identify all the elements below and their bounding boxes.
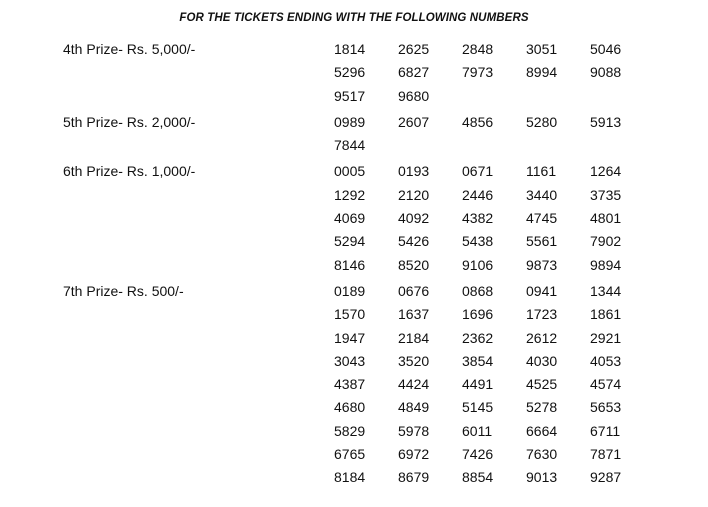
ticket-number: 0189 xyxy=(334,282,366,299)
ticket-number: 4745 xyxy=(526,210,558,227)
prize-label: 4th Prize- Rs. 5,000/- xyxy=(63,41,196,57)
ticket-number: 2848 xyxy=(462,41,494,57)
ticket-number: 1723 xyxy=(526,306,558,323)
ticket-number: 7973 xyxy=(462,64,494,81)
ticket-number: 2362 xyxy=(462,329,494,346)
prize-section-7th xyxy=(0,280,708,490)
ticket-number: 9088 xyxy=(590,64,622,81)
ticket-number: 4525 xyxy=(526,376,558,393)
ticket-number: 6711 xyxy=(590,422,621,439)
prize-label: 6th Prize- Rs. 1,000/- xyxy=(63,163,196,180)
prize-section-6th xyxy=(0,160,708,276)
page-heading: FOR THE TICKETS ENDING WITH THE FOLLOWING NUMBERS xyxy=(179,12,529,24)
ticket-number: 1814 xyxy=(334,41,366,57)
ticket-number: 9013 xyxy=(526,469,558,486)
ticket-number: 4424 xyxy=(398,376,430,393)
ticket-number: 4491 xyxy=(462,376,494,393)
ticket-number: 5280 xyxy=(526,113,558,130)
ticket-number: 8994 xyxy=(526,64,558,81)
ticket-number: 1947 xyxy=(334,329,366,346)
ticket-number: 0671 xyxy=(462,163,494,180)
ticket-number: 0005 xyxy=(334,163,366,180)
ticket-number: 2607 xyxy=(398,113,430,130)
ticket-number: 7871 xyxy=(590,446,622,463)
ticket-number: 1861 xyxy=(590,306,622,323)
ticket-number: 2446 xyxy=(462,186,494,203)
ticket-number: 1637 xyxy=(398,306,430,323)
ticket-number: 4030 xyxy=(526,352,558,369)
ticket-number-grid xyxy=(334,280,708,490)
ticket-number: 5426 xyxy=(398,233,430,250)
ticket-number: 7630 xyxy=(526,446,558,463)
ticket-number: 1292 xyxy=(334,186,366,203)
ticket-number: 5561 xyxy=(526,233,558,250)
ticket-number: 5653 xyxy=(590,399,622,416)
ticket-number: 1264 xyxy=(590,163,622,180)
ticket-number: 3440 xyxy=(526,186,558,203)
ticket-number-grid xyxy=(334,160,708,276)
ticket-number: 4069 xyxy=(334,210,366,227)
ticket-number: 5978 xyxy=(398,422,430,439)
prize-sections xyxy=(0,38,708,490)
ticket-number-grid xyxy=(334,111,708,158)
ticket-number: 6664 xyxy=(526,422,558,439)
ticket-number: 9873 xyxy=(526,256,558,273)
ticket-number-grid xyxy=(334,38,708,108)
ticket-number: 1570 xyxy=(334,306,366,323)
ticket-number: 2625 xyxy=(398,41,430,57)
ticket-number: 5296 xyxy=(334,64,366,81)
ticket-number: 0193 xyxy=(398,163,430,180)
ticket-number: 9287 xyxy=(590,469,622,486)
ticket-number: 6972 xyxy=(398,446,430,463)
ticket-number: 3520 xyxy=(398,352,430,369)
ticket-number: 5829 xyxy=(334,422,366,439)
ticket-number: 9106 xyxy=(462,256,494,273)
ticket-number: 5294 xyxy=(334,233,366,250)
ticket-number: 8854 xyxy=(462,469,494,486)
ticket-number: 1344 xyxy=(590,282,622,299)
ticket-number: 5145 xyxy=(462,399,494,416)
ticket-number: 7902 xyxy=(590,233,622,250)
ticket-number: 4849 xyxy=(398,399,430,416)
ticket-number: 4801 xyxy=(590,210,622,227)
ticket-number: 5913 xyxy=(590,113,622,130)
ticket-number: 6765 xyxy=(334,446,366,463)
ticket-number: 8184 xyxy=(334,469,366,486)
prize-section-5th xyxy=(0,111,708,158)
ticket-number: 3735 xyxy=(590,186,622,203)
ticket-number: 6827 xyxy=(398,64,430,81)
ticket-number: 4574 xyxy=(590,376,622,393)
ticket-number: 8679 xyxy=(398,469,430,486)
ticket-number: 4856 xyxy=(462,113,494,130)
ticket-number: 2184 xyxy=(398,329,430,346)
ticket-number: 7426 xyxy=(462,446,494,463)
prize-label: 7th Prize- Rs. 500/- xyxy=(63,282,184,299)
ticket-number: 0989 xyxy=(334,113,366,130)
ticket-number: 9517 xyxy=(334,87,366,104)
prize-label: 5th Prize- Rs. 2,000/- xyxy=(63,113,196,130)
ticket-number: 4053 xyxy=(590,352,622,369)
ticket-number: 2120 xyxy=(398,186,430,203)
ticket-number: 4382 xyxy=(462,210,494,227)
ticket-number: 4387 xyxy=(334,376,366,393)
ticket-number: 2612 xyxy=(526,329,558,346)
ticket-number: 8146 xyxy=(334,256,366,273)
ticket-number: 0676 xyxy=(398,282,430,299)
ticket-number: 5278 xyxy=(526,399,558,416)
ticket-number: 0941 xyxy=(526,282,558,299)
ticket-number: 1696 xyxy=(462,306,494,323)
ticket-number: 9680 xyxy=(398,87,430,104)
prize-section-4th xyxy=(0,38,708,108)
ticket-number: 4092 xyxy=(398,210,430,227)
ticket-number: 6011 xyxy=(462,422,493,439)
ticket-number: 3854 xyxy=(462,352,494,369)
ticket-number: 0868 xyxy=(462,282,494,299)
ticket-number: 5438 xyxy=(462,233,494,250)
ticket-number: 2921 xyxy=(590,329,622,346)
ticket-number: 3043 xyxy=(334,352,366,369)
ticket-number: 8520 xyxy=(398,256,430,273)
ticket-number: 3051 xyxy=(526,41,558,57)
ticket-number: 7844 xyxy=(334,137,366,154)
ticket-number: 5046 xyxy=(590,41,622,57)
ticket-number: 1161 xyxy=(526,163,557,180)
ticket-number: 4680 xyxy=(334,399,366,416)
ticket-number: 9894 xyxy=(590,256,622,273)
